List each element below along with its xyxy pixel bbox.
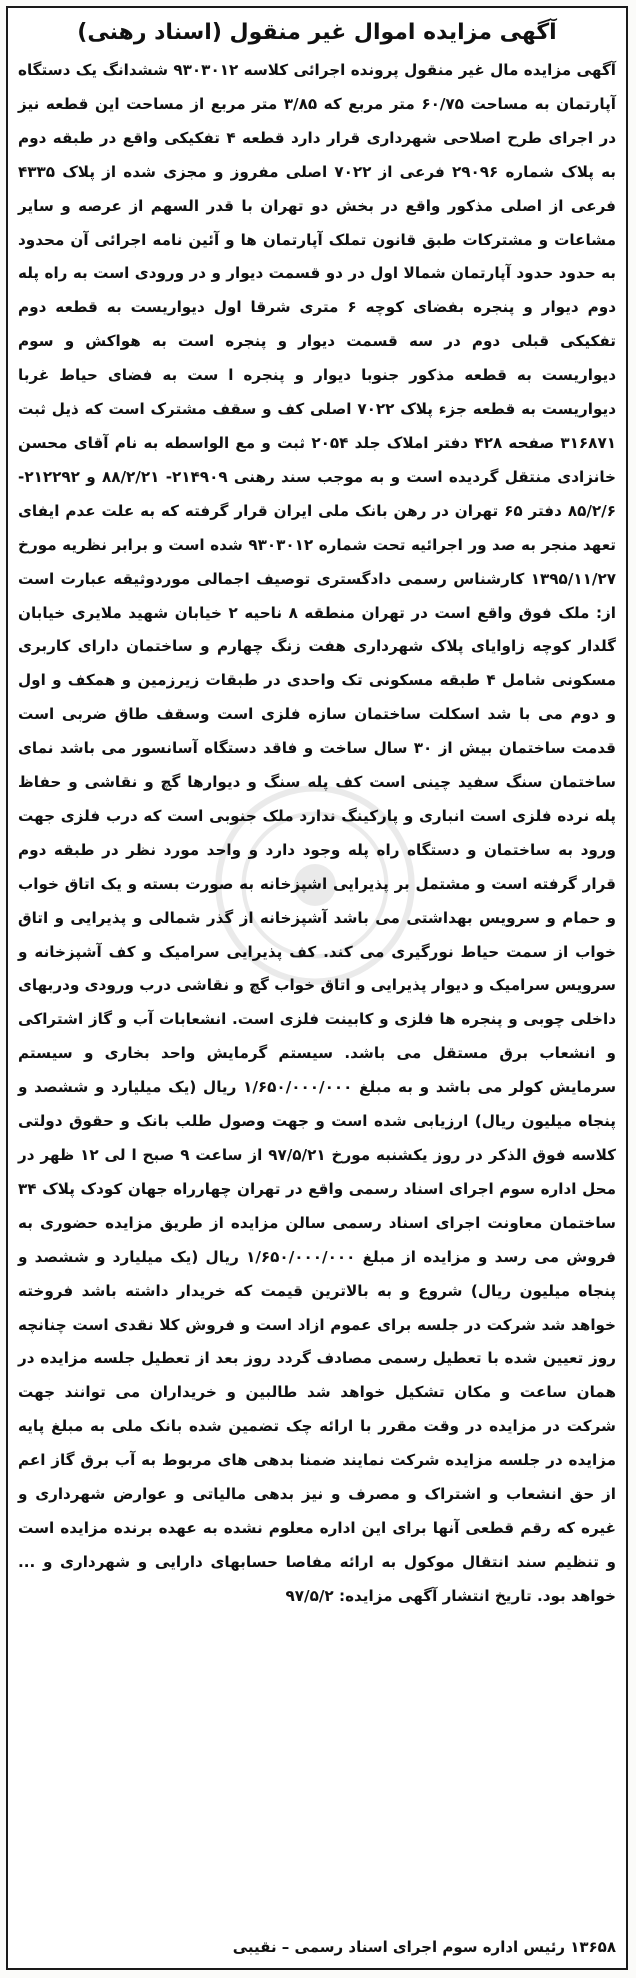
- notice-body: آگهی مزایده مال غیر منقول پرونده اجرائی کلاسه ۹۳۰۳۰۱۲ ششدانگ یک دستگاه آپارتمان به مساحت ۶۰/۷۵ متر مربع که ۳/۸۵ متر مربع از مساحت این قطعه نیز در اجرای طرح اصلاحی شهرداری قرار دارد قطعه ۴ تفکیکی واقع در طبقه دوم به پلاک شماره ۲۹۰۹۶ فرعی از ۷۰۲۲ اصلی مفروز و مجزی شده از پلاک ۴۳۳۵ فرعی از اصلی مذکور واقع در بخش دو تهران با قدر السهم از عرصه و سایر مشاعات و مشترکات طبق قانون تملک آپارتمان ها و آئین نامه اجرائی آن محدود به حدود حدود آپارتمان شمالا اول در دو قسمت دیوار و در ورودی است به راه پله دوم دیوار و پنجره بفضای کوچه ۶ متری شرقا اول دیواریست به قطعه دوم تفکیکی قبلی دوم در سه قسمت دیوار و پنجره است به هواکش و سوم دیواریست به قطعه مذکور جنوبا دیوار و پنجره ا ست به فضای حیاط غربا دیواریست به قطعه جزء پلاک ۷۰۲۲ اصلی کف و سقف مشترک است که ذیل ثبت ۳۱۶۸۷۱ صفحه ۴۲۸ دفتر املاک جلد ۲۰۵۴ ثبت و مع الواسطه به نام آقای محسن خانزادی منتقل گردیده است و به موجب سند رهنی ۲۱۴۹۰۹- ۸۸/۲/۲۱ و ۲۱۲۲۹۲- ۸۵/۲/۶ دفتر ۶۵ تهران در رهن بانک ملی ایران قرار گرفته که به علت عدم ایفای تعهد منجر به صد ور اجرائیه تحت شماره ۹۳۰۳۰۱۲ شده است و برابر نظریه مورخ ۱۳۹۵/۱۱/۲۷ کارشناس رسمی دادگستری توصیف اجمالی موردوثیقه عبارت است از: ملک فوق واقع است در تهران منطقه ۸ ناحیه ۲ خیابان شهید ملایری خیابان گلدار کوچه زاوایای پلاک شهرداری هفت زنگ چهارم و ساختمان دارای کاربری مسکونی شامل ۴ طبقه مسکونی تک واحدی در طبقات زیرزمین و همکف و اول و دوم می با شد اسکلت ساختمان سازه فلزی است وسقف طاق ضربی است قدمت ساختمان بیش از ۳۰ سال ساخت و فاقد دستگاه آسانسور می باشد نمای ساختمان سنگ سفید چینی است کف پله سنگ و دیوارها گچ و نقاشی و حفاظ پله نرده فلزی است انباری و پارکینگ ندارد ملک جنوبی است که درب فلزی جهت ورود به ساختمان و دستگاه راه پله وجود دارد و واحد مورد نظر در طبقه دوم قرار گرفته است و مشتمل بر پذیرایی اشپزخانه به صورت بسته و یک اتاق خواب و حمام و سرویس بهداشتی می باشد آشپزخانه از گذر شمالی و پذیرایی و اتاق خواب از سمت حیاط نورگیری می کند. کف پذیرایی سرامیک و کف آشپزخانه و سرویس سرامیک و دیوار پذیرایی و اتاق خواب گچ و نقاشی درب ورودی ودربهای داخلی چوبی و پنجره ها فلزی و کابینت فلزی است. انشعابات آب و گاز اشتراکی و انشعاب برق مستقل می باشد. سیستم گرمایش واحد بخاری و سیستم سرمایش کولر می باشد و به مبلغ ۱/۶۵۰/۰۰۰/۰۰۰ ریال (یک میلیارد و ششصد و پنجاه میلیون ریال) ارزیابی شده است و جهت وصول طلب بانک و حقوق دولتی کلاسه فوق الذکر در روز یکشنبه مورخ ۹۷/۵/۲۱ از ساعت ۹ صبح ا لی ۱۲ ظهر در محل اداره سوم اجرای اسناد رسمی واقع در تهران چهارراه جهان کودک پلاک ۳۴ ساختمان معاونت اجرای اسناد رسمی سالن مزایده از طریق مزایده حضوری به فروش می رسد و مزایده از مبلغ ۱/۶۵۰/۰۰۰/۰۰۰ ریال (یک میلیارد و ششصد و پنجاه میلیون ریال) شروع و به بالاترین قیمت که خریدار داشته باشد فروخته خواهد شد شرکت در جلسه برای عموم ازاد است و فروش کلا نقدی است چنانچه روز تعیین شده با تعطیل رسمی مصادف گردد روز بعد از تعطیل جلسه مزایده در همان ساعت و مکان تشکیل خواهد شد طالبین و خریداران می توانند جهت شرکت در مزایده در وقت مقرر با ارائه چک تضمین شده بانک ملی به مبلغ پایه مزایده در جلسه مزایده شرکت نمایند ضمنا بدهی های مربوط به آب برق گاز اعم از حق انشعاب و اشتراک و مصرف و نیز بدهی مالیاتی و عوارض شهرداری و غیره که رقم قطعی آنها برای این اداره معلوم نشده به عهده برنده مزایده است و تنظیم سند انتقال موکول به ارائه مفاصا حسابهای دارایی و شهرداری و ... خواهد بود. تاریخ انتشار آگهی مزایده: ۹۷/۵/۲: [18, 61, 617, 1605]
- notice-title: آگهی مزایده اموال غیر منقول (اسناد رهنی): [77, 20, 557, 45]
- auction-notice: [8, 8, 626, 1968]
- notice-frame: [6, 6, 628, 1970]
- notice-signature: ۱۳۶۵۸ رئیس اداره سوم اجرای اسناد رسمی – نقیبی: [232, 1938, 616, 1956]
